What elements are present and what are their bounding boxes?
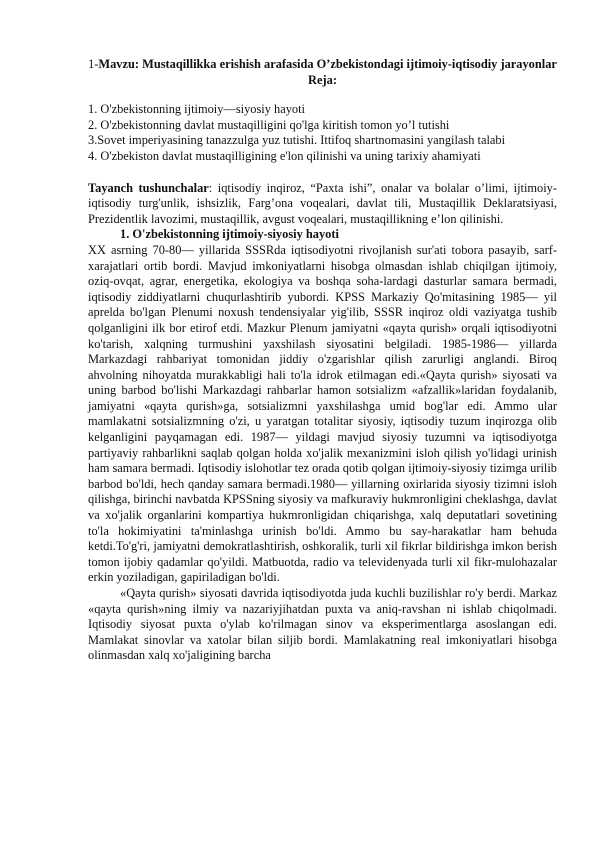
body-paragraph: «Qayta qurish» siyosati davrida iqtisodiyotda juda kuchli buzilishlar ro'y berdi. Markaz «qayta qurish»ning ilmiy va nazariyjihatdan puxta va aniq-ravshan ni ishlab chiqolmadi. Iqtisodiy siyosat puxta o'ylab ko'rilmagan sinov va eksperimentlarga asoslangan edi. Mamlakat sinovlar va xatolar bilan siljib bordi. Mamlakatning real imkoniyatlari hisobga olinmasdan xalq xo'jaligining barcha: [88, 586, 557, 663]
plan-label: Reja:: [308, 72, 337, 87]
section-heading: 1. O'zbekistonning ijtimoiy-siyosiy hayoti: [120, 227, 339, 242]
key-terms-text: : iqtisodiy inqiroz, “Paxta ishi”, onalar va bolalar o’limi, ijtimoiy-iqtisodiy turg'unlik, ishsizlik, Farg’ona voqealari, davlat tili, Mustaqillik Deklaratsiyasi, Prezidentlik lavozimi, mustaqillik, avgust voqealari, mustaqillikning e’lon qilinishi.: [88, 180, 557, 226]
body-paragraph: XX asrning 70-80— yillarida SSSRda iqtisodiyotni rivojlanish sur'ati tobora pasayib, sarf-xarajatlari ortib bordi. Mavjud imkoniyatlarni hisobga olmasdan ishlab chiqilgan ijtimoiy, oziq-ovqat, agrar, energetika, ekologiya va boshqa soha-lardagi dasturlar samara bermadi, iqtisodiy ziddiyatlarni chuqurlashtirib yubordi. KPSS Markaziy Qo'mitasining 1985— yil aprelda bo'lgan Plenumi noxush tendensiyalar yig'ilib, SSSR inqiroz oldi vaziyatga tushib qolganligini ilk bor etirof etdi. Mazkur Plenum jamiyatni «qayta qurish» orqali iqtisodiyotni ko'tarish, xalqning turmushini yaxshilash siyosatini belgiladi. 1985-1986— yillarda Markazdagi rahbariyat tomonidan jiddiy o'zgarishlar qilish zarurligi anglandi. Biroq ahvolning nihoyatda murakkabligi hali to'la idrok etilmagan edi.«Qayta qurish» siyosati va uning barbod bo'lishi Markazdagi rahbarlar hamon sotsializm «afzallik»laridan foydalanib, jamiyatni «qayta qurish»ga, sotsializmni yaxshilashga umid bog'lar edi. Ammo ular mamlakatni sotsializmning o'zi, u yaratgan totalitar siyosiy, iqtisodiy tuzum inqirozga olib kelganligini payqamagan edi. 1987— yildagi mavjud siyosiy tuzumni va iqtisodiyotga partiyaviy rahbarlikni saqlab qolgan holda xo'jalik mexanizmini isloh qilish yo'lidagi urinish ham samara bermadi. Iqtisodiy islohotlar tez orada qotib qolgan ijtimoiy-siyosiy tizimga urilib barbod bo'ldi, hech qanday samara bermadi.1980— yillarning oxirlarida siyosiy tizimni isloh qilishga, birinchi navbatda KPSSning siyosiy va mafkuraviy hukmronligini cheklashga, davlat va xo'jalik organlarini kompartiya hukmronligidan chiqarishga, xalq deputatlari sovetining to'la hokimiyatini ta'minlashga urinish bo'ldi. Ammo bu say-harakatlar ham behuda ketdi.To'g'ri, jamiyatni demokratlashtirish, oshkoralik, turli xil fikrlar bildirishga imkon berish tomon ijobiy qadamlar qo'yildi. Matbuotda, radio va televidenyada turli xil fikr-mulohazalar erkin yoziladigan, gapiriladigan bo'ldi.: [88, 242, 557, 585]
document-page: [88, 57, 557, 664]
key-terms: [88, 181, 557, 228]
plan-item: 2. O'zbekistonning davlat mustaqilligini qo'lga kiritish tomon yo’l tutishi: [88, 117, 450, 132]
document-title: [88, 57, 557, 73]
plan-item: 4. O'zbekiston davlat mustaqilligining e'lon qilinishi va uning tarixiy ahamiyati: [88, 148, 481, 163]
title-text: Mavzu: Mustaqillikka erishish arafasida O’zbekistondagi ijtimoiy-iqtisodiy jarayonlar: [98, 57, 557, 71]
plan-item: 3.Sovet imperiyasining tanazzulga yuz tutishi. Ittifoq shartnomasini yangilash talabi: [88, 133, 506, 148]
plan-item: 1. O'zbekistonning ijtimoiy—siyosiy hayoti: [88, 102, 305, 117]
plan-list: [88, 102, 557, 164]
title-number: 1-: [88, 57, 99, 71]
key-terms-label: Tayanch tushunchalar: [88, 180, 209, 195]
